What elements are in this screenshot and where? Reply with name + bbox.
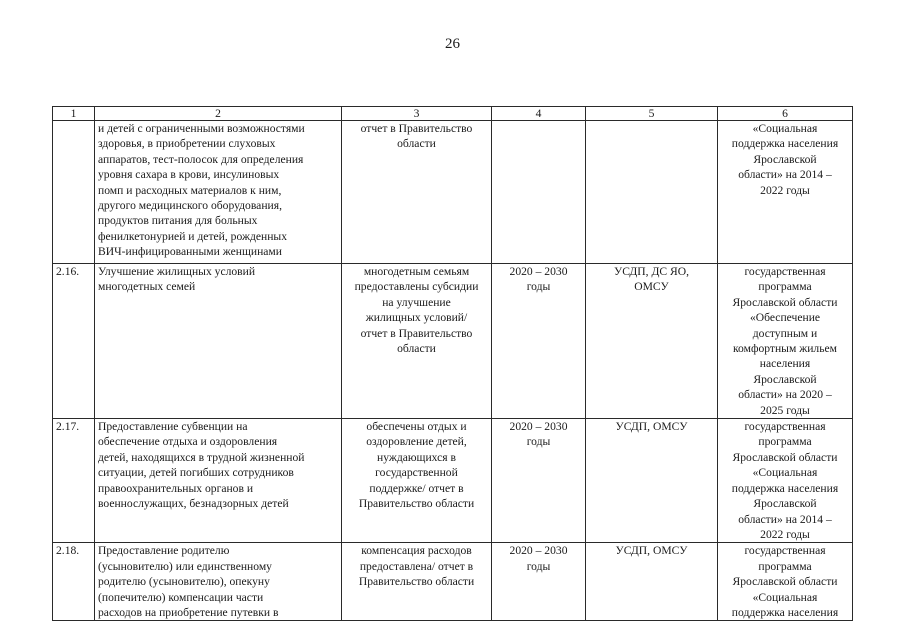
period-cell: 2020 – 2030 годы [492, 419, 586, 543]
row-number [53, 121, 95, 264]
result-cell: компенсация расходов предоставлена/ отчет в Правительство области [342, 543, 492, 621]
source-cell: государственная программа Ярославской области «Социальная поддержка населения Ярославской области» на 2014 – 2022 годы [718, 419, 853, 543]
table-row [53, 543, 853, 621]
period-cell: 2020 – 2030 годы [492, 543, 586, 621]
table-row [53, 121, 853, 264]
executors-cell: УСДП, ОМСУ [586, 543, 718, 621]
source-cell: государственная программа Ярославской области «Социальная поддержка населения [718, 543, 853, 621]
column-header-4: 4 [492, 107, 586, 121]
column-header-5: 5 [586, 107, 718, 121]
result-cell: многодетным семьям предоставлены субсидии на улучшение жилищных условий/ отчет в Правительство области [342, 264, 492, 419]
column-header-6: 6 [718, 107, 853, 121]
period-cell [492, 121, 586, 264]
source-cell: государственная программа Ярославской области «Обеспечение доступным и комфортным жильем населения Ярославской области» на 2020 – 2025 годы [718, 264, 853, 419]
row-number: 2.18. [53, 543, 95, 621]
executors-cell: УСДП, ДС ЯО, ОМСУ [586, 264, 718, 419]
column-header-3: 3 [342, 107, 492, 121]
table-row [53, 419, 853, 543]
row-number: 2.17. [53, 419, 95, 543]
source-cell: «Социальная поддержка населения Ярославской области» на 2014 – 2022 годы [718, 121, 853, 264]
period-cell: 2020 – 2030 годы [492, 264, 586, 419]
result-cell: обеспечены отдых и оздоровление детей, нуждающихся в государственной поддержке/ отчет в Правительство области [342, 419, 492, 543]
column-header-2: 2 [95, 107, 342, 121]
table-row [53, 264, 853, 419]
row-number: 2.16. [53, 264, 95, 419]
result-cell: отчет в Правительство области [342, 121, 492, 264]
executors-cell [586, 121, 718, 264]
page-number: 26 [445, 36, 460, 52]
measure-cell: Предоставление субвенции на обеспечение отдыха и оздоровления детей, находящихся в трудной жизненной ситуации, детей погибших сотрудников правоохранительных органов и военнослужащих, безнадзорных детей [95, 419, 342, 543]
measure-cell: и детей с ограниченными возможностями здоровья, в приобретении слуховых аппаратов, тест-полосок для определения уровня сахара в крови, инсулиновых помп и расходных материалов к ним, другого медицинского оборудования, продуктов питания для больных фенилкетонурией и детей, рожденных ВИЧ-инфицированными женщинами [95, 121, 342, 264]
measure-cell: Улучшение жилищных условий многодетных семей [95, 264, 342, 419]
header-row [53, 107, 853, 121]
measures-table [52, 106, 853, 621]
column-header-1: 1 [53, 107, 95, 121]
measure-cell: Предоставление родителю (усыновителю) или единственному родителю (усыновителю), опекуну (попечителю) компенсации части расходов на приобретение путевки в [95, 543, 342, 621]
executors-cell: УСДП, ОМСУ [586, 419, 718, 543]
